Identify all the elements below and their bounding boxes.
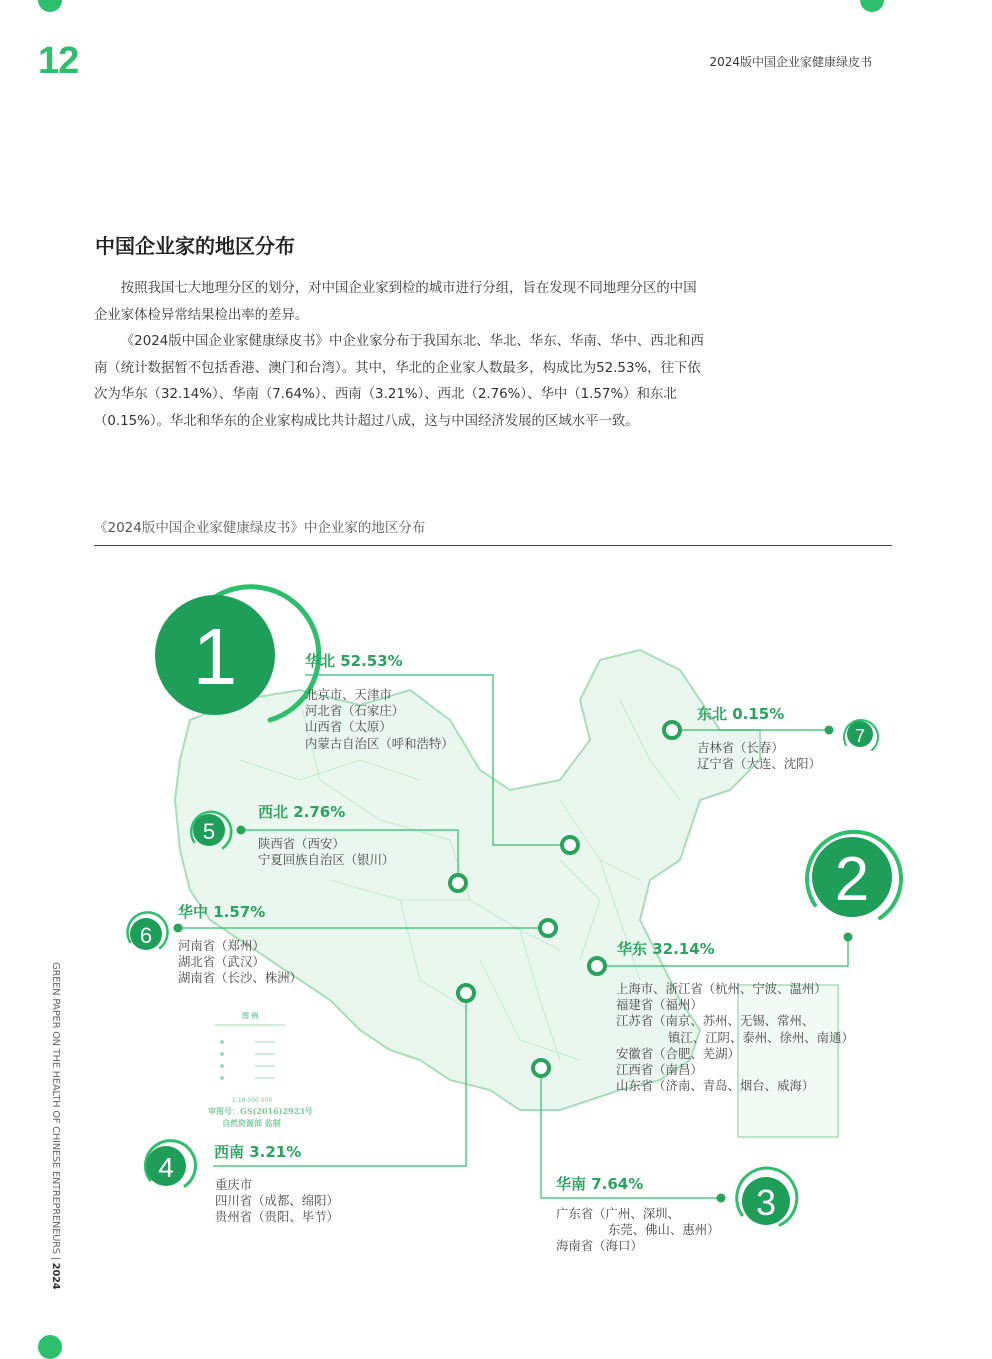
region-cities-north xyxy=(305,687,454,752)
badge-7-number: 7 xyxy=(854,726,866,746)
city-line: 安徽省（合肥、芜湖） xyxy=(616,1045,740,1061)
paragraph-2: 《2024版中国企业家健康绿皮书》中企业家分布于我国东北、华北、华东、华南、华中、西北和西南（统计数据暂不包括香港、澳门和台湾）。其中，华北的企业家人数最多，构成比为52.53%，往下依次为华东（32.14%）、华南（7.64%）、西南（3.21%）、西北（2.76%）、华中（1.57%）和东北（0.15%）。华北和华东的企业家构成比共计超过八成，这与中国经济发展的区域水平一致。 xyxy=(94,334,704,429)
marker-north xyxy=(562,837,578,853)
city-line: 镇江、江阴、泰州、徐州、南通） xyxy=(668,1029,854,1045)
legend-symbols xyxy=(220,1040,275,1080)
map-scale: 1:18 000 000 xyxy=(232,1097,273,1104)
city-line: 山东省（济南、青岛、烟台、威海） xyxy=(616,1078,815,1094)
city-line: 河南省（郑州） xyxy=(178,938,265,953)
city-line: 山西省（太原） xyxy=(305,719,392,735)
region-label-northwest: 西北 2.76% xyxy=(258,803,346,821)
page-number: 12 xyxy=(38,40,79,82)
city-line: 内蒙古自治区（呼和浩特） xyxy=(305,735,454,751)
badge-5-number: 5 xyxy=(202,819,216,844)
region-label-east: 华东 32.14% xyxy=(617,940,715,958)
sidebar-divider: | xyxy=(50,1256,61,1263)
city-line: 重庆市 xyxy=(215,1177,253,1192)
sidebar-year: 2024 xyxy=(50,1262,61,1290)
badge-2-number: 2 xyxy=(834,845,870,914)
region-cities-northeast xyxy=(697,740,821,772)
region-cities-central xyxy=(178,938,302,987)
map-legend xyxy=(215,1025,285,1080)
city-line: 东莞、佛山、惠州） xyxy=(608,1222,720,1238)
marker-southwest xyxy=(458,985,474,1001)
paragraph-1: 按照我国七大地理分区的划分，对中国企业家到检的城市进行分组，旨在发现不同地理分区的中国企业家体检异常结果检出率的差异。 xyxy=(94,281,697,323)
badge-6-number: 6 xyxy=(139,923,153,948)
city-line: 湖南省（长沙、株洲） xyxy=(178,970,302,986)
sidebar-running-title xyxy=(50,962,61,1290)
city-line: 北京市、天津市 xyxy=(305,687,392,702)
badge-2 xyxy=(807,832,901,918)
region-label-central: 华中 1.57% xyxy=(178,903,266,921)
badge-3-number: 3 xyxy=(755,1182,777,1223)
city-line: 陕西省（西安） xyxy=(258,836,345,851)
marker-east xyxy=(589,958,605,974)
region-cities-northwest xyxy=(258,836,394,868)
region-cities-east xyxy=(616,981,854,1094)
badge-1-number: 1 xyxy=(192,612,238,701)
header-title: 2024版中国企业家健康绿皮书 xyxy=(709,55,872,69)
region-label-southwest: 西南 3.21% xyxy=(214,1143,302,1161)
city-line: 吉林省（长春） xyxy=(697,740,784,755)
city-line: 河北省（石家庄） xyxy=(305,703,405,719)
marker-south xyxy=(533,1060,549,1076)
section-title: 中国企业家的地区分布 xyxy=(95,234,295,258)
marker-central xyxy=(540,920,556,936)
city-line: 上海市、浙江省（杭州、宁波、温州） xyxy=(616,981,827,996)
map-legend-title: 图 例 xyxy=(242,1012,259,1020)
region-label-north: 华北 52.53% xyxy=(305,652,403,670)
city-line: 湖北省（武汉） xyxy=(178,954,265,970)
city-line: 宁夏回族自治区（银川） xyxy=(258,852,395,868)
city-line: 四川省（成都、绵阳） xyxy=(215,1193,339,1209)
badge-6 xyxy=(128,912,168,950)
sidebar-title: GREEN PAPER ON THE HEALTH OF CHINESE ENTREPRENEURS xyxy=(50,962,61,1254)
city-line: 江苏省（南京、苏州、无锡、常州、 xyxy=(616,1013,815,1029)
region-cities-south xyxy=(556,1206,720,1255)
marker-northeast xyxy=(664,722,680,738)
region-label-south: 华南 7.64% xyxy=(556,1175,644,1193)
badge-7 xyxy=(844,720,878,750)
city-line: 海南省（海口） xyxy=(556,1238,643,1254)
region-label-northeast: 东北 0.15% xyxy=(697,705,785,723)
marker-northwest xyxy=(450,875,466,891)
city-line: 辽宁省（大连、沈阳） xyxy=(697,756,821,772)
city-line: 福建省（福州） xyxy=(616,997,703,1013)
region-cities-southwest xyxy=(215,1177,339,1226)
city-line: 贵州省（贵阳、毕节） xyxy=(215,1209,339,1225)
figure-caption: 《2024版中国企业家健康绿皮书》中企业家的地区分布 xyxy=(94,520,426,536)
city-line: 江西省（南昌） xyxy=(616,1062,703,1078)
map-maker: 自然资源部 监制 xyxy=(222,1118,281,1128)
city-line: 广东省（广州、深圳、 xyxy=(556,1206,680,1221)
badge-4-number: 4 xyxy=(158,1152,174,1183)
badge-3 xyxy=(737,1168,797,1225)
map-approval-number: 审图号：GS(2016)2923号 xyxy=(208,1106,313,1116)
badge-4 xyxy=(145,1141,195,1186)
